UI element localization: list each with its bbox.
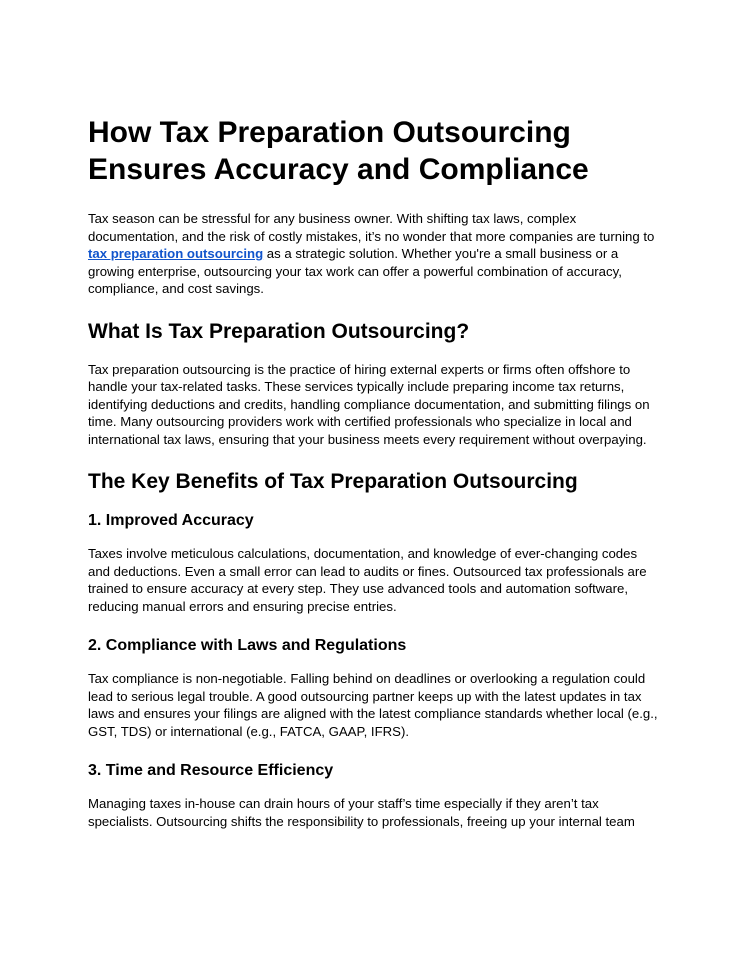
benefit-body-accuracy: Taxes involve meticulous calculations, documentation, and knowledge of ever-changing codes and deductions. Even a small error can lead to audits or fines. Outsourced tax professionals are trained to ensure accuracy at every step. They use advanced tools and automation software, reducing manual errors and ensuring precise entries. (88, 546, 647, 614)
section-heading-key-benefits: The Key Benefits of Tax Preparation Outsourcing (88, 470, 578, 493)
intro-text-before-link: Tax season can be stressful for any business owner. With shifting tax laws, complex documentation, and the risk of costly mistakes, it’s no wonder that more companies are turning to (88, 211, 655, 244)
benefit-body-efficiency: Managing taxes in-house can drain hours of your staff’s time especially if they aren’t tax specialists. Outsourcing shifts the responsibility to professionals, freeing up your internal team (88, 796, 635, 829)
document-page (88, 114, 658, 851)
intro-paragraph (88, 210, 658, 298)
benefit-heading-compliance: 2. Compliance with Laws and Regulations (88, 637, 407, 654)
benefit-heading-efficiency: 3. Time and Resource Efficiency (88, 762, 334, 779)
benefit-heading-accuracy: 1. Improved Accuracy (88, 512, 254, 529)
document-title: How Tax Preparation Outsourcing Ensures Accuracy and Compliance (88, 116, 589, 186)
section-body-what-is: Tax preparation outsourcing is the practice of hiring external experts or firms often offshore to handle your tax-related tasks. These services typically include preparing income tax returns, identifying deductions and credits, handling compliance documentation, and submitting filings on time. Many outsourcing providers work with certified professionals who specialize in local and international tax laws, ensuring that your business meets every requirement without overpaying. (88, 361, 650, 447)
intro-text-after-link: as a strategic solution. Whether you're a small business or a growing enterprise, outsourcing your tax work can offer a powerful combination of accuracy, compliance, and cost savings. (88, 246, 622, 296)
section-heading-what-is: What Is Tax Preparation Outsourcing? (88, 319, 470, 343)
tax-preparation-outsourcing-link[interactable]: tax preparation outsourcing (88, 246, 264, 261)
benefit-body-compliance: Tax compliance is non-negotiable. Falling behind on deadlines or overlooking a regulation could lead to serious legal trouble. A good outsourcing partner keeps up with the latest updates in tax laws and ensures your filings are aligned with the latest compliance standards whether local (e.g., GST, TDS) or international (e.g., FATCA, GAAP, IFRS). (88, 671, 658, 739)
